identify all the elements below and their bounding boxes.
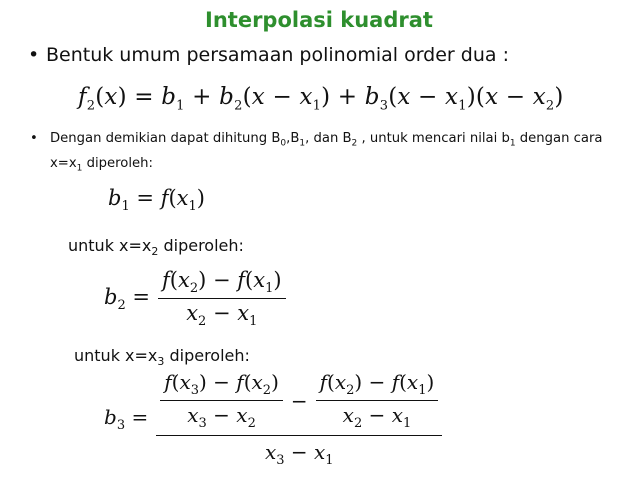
fraction: $\frac{f(x_2) - f(x_1)}{x_2 - x_1}$ — [316, 370, 439, 431]
equation-general: $f_2(x) = b_1 + b_2(x - x_1) + b_3(x - x_1)(x - x_2)$ — [78, 84, 564, 114]
slide-title: Interpolasi kuadrat — [205, 8, 433, 32]
fraction: $\frac{f(x_2) - f(x_1)}{x_2 - x_1}$ — [158, 268, 286, 329]
text-part: Dengan demikian dapat dihitung B — [50, 131, 281, 146]
bullet-dot: • — [30, 131, 38, 146]
text-sub: 3 — [157, 355, 165, 369]
fraction-nested: $\frac{f(x_3) - f(x_2)}{x_3 - x_2}$ − $\frac{f(x_2) - f(x_1)}{x_2 - x_1}$ $x_3 - x_1$ — [156, 370, 442, 468]
text-part: diperoleh: — [158, 236, 244, 255]
text-part: , untuk mencari nilai b — [357, 131, 510, 146]
text-sub: 2 — [151, 245, 159, 259]
bullet-explanation — [30, 129, 620, 178]
equation-b3: $b_3$ = $\frac{f(x_3) - f(x_2)}{x_3 - x_2}$ − $\frac{f(x_2) - f(x_1)}{x_2 - x_1}$ $x_3 - x_1$ — [104, 370, 442, 468]
label-x2 — [68, 236, 244, 258]
text-part: dengan cara x=x — [50, 131, 603, 171]
text-part: diperoleh: — [82, 155, 153, 171]
bullet-explanation-text — [50, 129, 620, 178]
equation-b1: $b_1 = f(x_1)$ — [108, 186, 205, 215]
label-x3 — [74, 346, 250, 368]
bullet-general-form-text: Bentuk umum persamaan polinomial order dua : — [46, 44, 509, 66]
text-sub: 1 — [509, 138, 516, 149]
text-sub: 2 — [351, 138, 358, 149]
text-part: , dan B — [305, 131, 352, 146]
bullet-general-form — [28, 44, 509, 66]
equation-b2: $b_2$ = $\frac{f(x_2) - f(x_1)}{x_2 - x_1}$ — [104, 268, 286, 329]
text-part: diperoleh: — [164, 346, 250, 365]
fraction: $\frac{f(x_3) - f(x_2)}{x_3 - x_2}$ — [160, 370, 283, 431]
text-part: untuk x=x — [68, 236, 152, 255]
text-part: untuk x=x — [74, 346, 158, 365]
text-part: ,B — [286, 131, 300, 146]
bullet-dot: • — [28, 44, 40, 66]
text-sub: 1 — [76, 163, 83, 174]
text-sub: 0 — [280, 138, 287, 149]
text-sub: 1 — [299, 138, 306, 149]
